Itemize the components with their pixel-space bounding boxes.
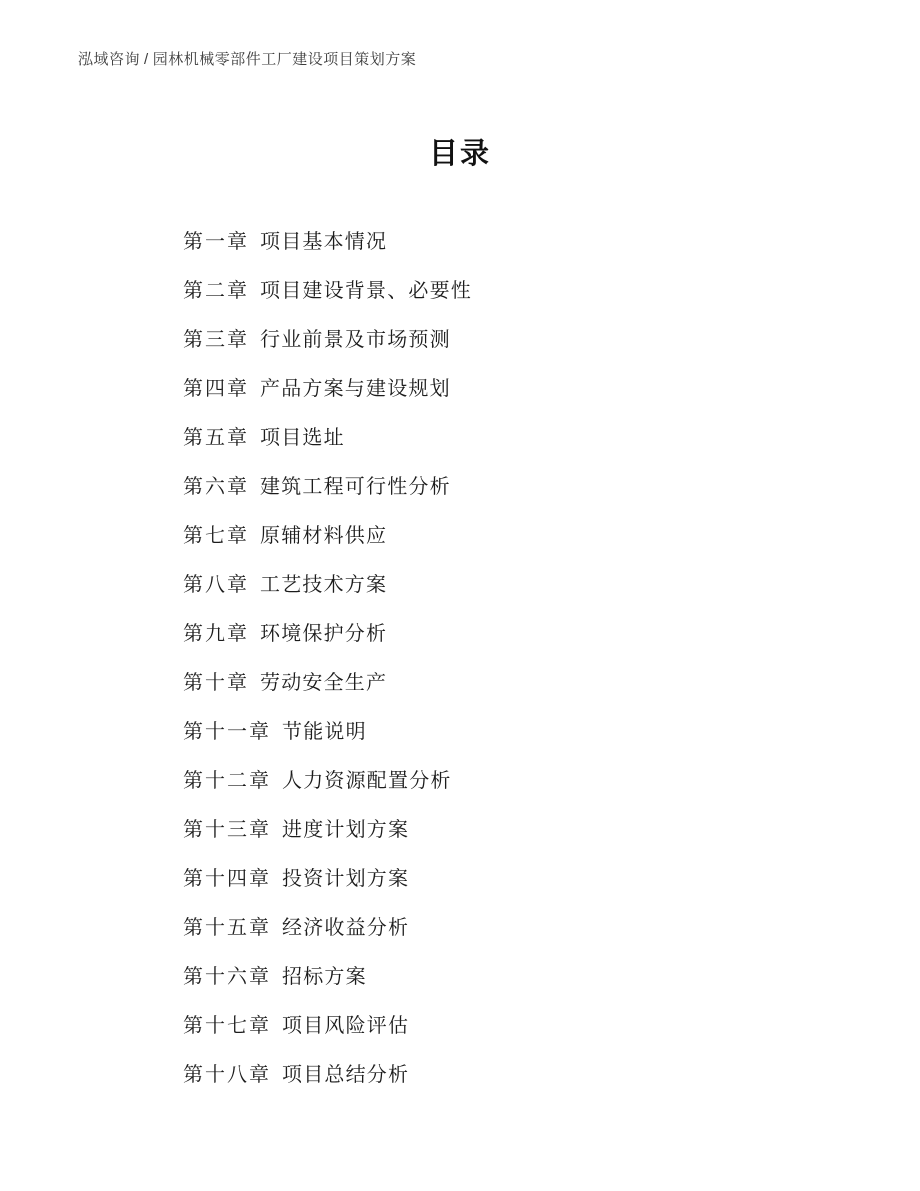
toc-entry[interactable]	[183, 463, 823, 512]
toc-entry[interactable]	[183, 365, 823, 414]
toc-chapter-number: 第六章	[183, 476, 249, 498]
toc-chapter-number: 第八章	[183, 574, 249, 596]
toc-entry[interactable]	[183, 1051, 823, 1100]
brand-name: 泓域咨询	[78, 51, 141, 68]
toc-chapter-number: 第十章	[183, 672, 249, 694]
toc-chapter-label: 项目基本情况	[260, 231, 388, 253]
toc-entry[interactable]	[183, 708, 823, 757]
page-title: 目录	[428, 138, 491, 170]
toc-chapter-label: 建筑工程可行性分析	[260, 476, 451, 498]
toc-entry[interactable]	[183, 561, 823, 610]
toc-chapter-number: 第十二章	[183, 770, 271, 792]
toc-entry[interactable]	[183, 1002, 823, 1051]
toc-chapter-label: 项目建设背景、必要性	[260, 280, 472, 302]
document-title: 园林机械零部件工厂建设项目策划方案	[152, 51, 417, 68]
toc-chapter-label: 进度计划方案	[282, 819, 410, 841]
toc-chapter-number: 第十八章	[183, 1064, 271, 1086]
toc-entry[interactable]	[183, 414, 823, 463]
toc-entry[interactable]	[183, 316, 823, 365]
toc-entry[interactable]	[183, 512, 823, 561]
toc-chapter-number: 第一章	[183, 231, 249, 253]
toc-chapter-label: 招标方案	[282, 966, 367, 988]
toc-chapter-number: 第二章	[183, 280, 249, 302]
toc-entry[interactable]	[183, 953, 823, 1002]
toc-entry[interactable]	[183, 610, 823, 659]
toc-chapter-number: 第十七章	[183, 1015, 271, 1037]
toc-chapter-number: 第十六章	[183, 966, 271, 988]
toc-chapter-label: 工艺技术方案	[260, 574, 388, 596]
toc-chapter-label: 人力资源配置分析	[282, 770, 452, 792]
toc-entry[interactable]	[183, 218, 823, 267]
page-header	[78, 48, 416, 69]
toc-entry[interactable]	[183, 267, 823, 316]
toc-chapter-label: 行业前景及市场预测	[260, 329, 451, 351]
toc-chapter-label: 产品方案与建设规划	[260, 378, 451, 400]
toc-chapter-label: 项目选址	[260, 427, 345, 449]
toc-chapter-number: 第七章	[183, 525, 249, 547]
toc-chapter-number: 第三章	[183, 329, 249, 351]
toc-entry[interactable]	[183, 806, 823, 855]
toc-entry[interactable]	[183, 904, 823, 953]
toc-entry[interactable]	[183, 855, 823, 904]
toc-entry[interactable]	[183, 757, 823, 806]
toc-chapter-number: 第十三章	[183, 819, 271, 841]
toc-chapter-number: 第九章	[183, 623, 249, 645]
toc-chapter-number: 第五章	[183, 427, 249, 449]
toc-chapter-number: 第十一章	[183, 721, 271, 743]
toc-chapter-label: 投资计划方案	[282, 868, 410, 890]
toc-chapter-number: 第十五章	[183, 917, 271, 939]
toc-chapter-label: 劳动安全生产	[260, 672, 388, 694]
toc-chapter-number: 第十四章	[183, 868, 271, 890]
header-separator: /	[144, 51, 149, 68]
table-of-contents	[183, 218, 823, 1100]
toc-chapter-number: 第四章	[183, 378, 249, 400]
toc-chapter-label: 节能说明	[282, 721, 367, 743]
toc-chapter-label: 项目风险评估	[282, 1015, 410, 1037]
toc-chapter-label: 原辅材料供应	[260, 525, 388, 547]
toc-chapter-label: 环境保护分析	[260, 623, 388, 645]
toc-chapter-label: 项目总结分析	[282, 1064, 410, 1086]
toc-chapter-label: 经济收益分析	[282, 917, 410, 939]
toc-entry[interactable]	[183, 659, 823, 708]
